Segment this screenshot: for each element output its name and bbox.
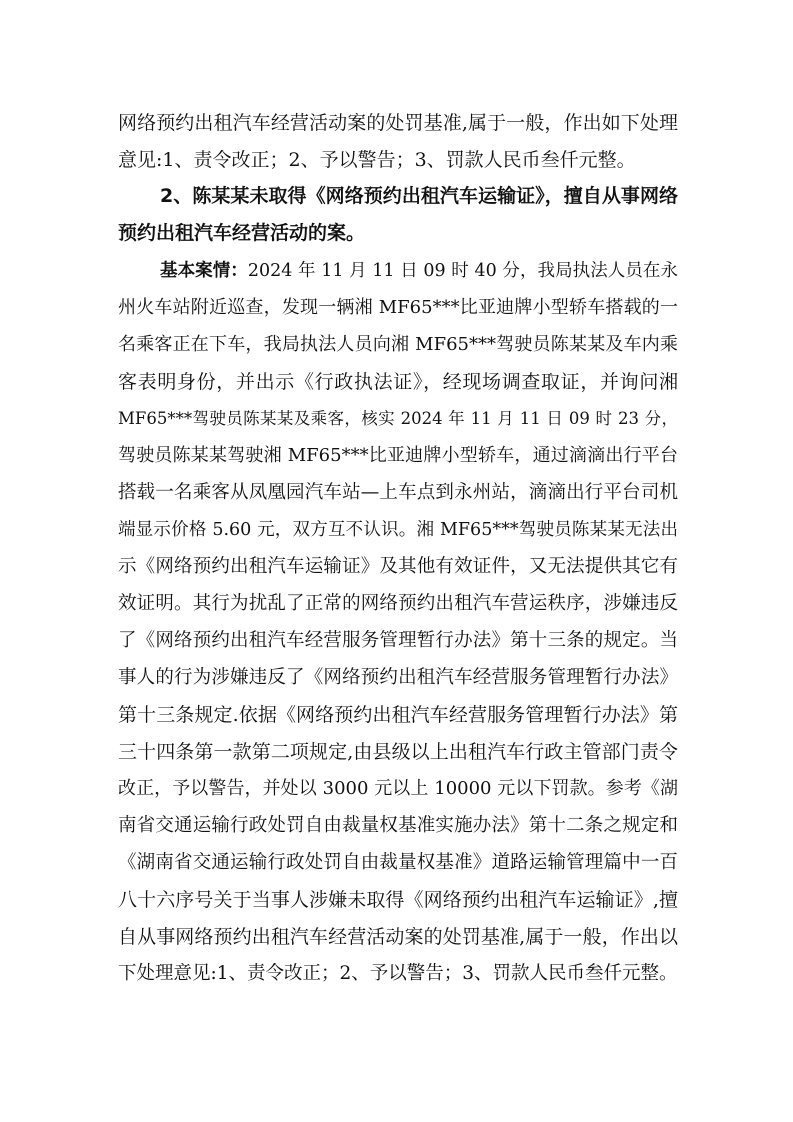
paragraph2-line: 端显示价格 5.60 元，双方互不认识。湘 MF65***驾驶员陈某某无法出 bbox=[118, 520, 678, 540]
paragraph2-line-1 bbox=[160, 256, 678, 286]
paragraph2-line-1-text: 2024 年 11 月 11 日 09 时 40 分，我局执法人员在永 bbox=[247, 261, 678, 281]
paragraph2-line: 八十六序号关于当事人涉嫌未取得《网络预约出租汽车运输证》,擅 bbox=[118, 889, 678, 911]
paragraph2-line: 搭载一名乘客从凤凰园汽车站—上车点到永州站，滴滴出行平台司机 bbox=[118, 482, 678, 503]
paragraph2-line: 自从事网络预约出租汽车经营活动案的处罚基准,属于一般，作出以 bbox=[118, 926, 678, 948]
basic-case-label: 基本案情： bbox=[160, 261, 248, 281]
paragraph2-line: 州火车站附近巡查，发现一辆湘 MF65***比亚迪牌小型轿车搭载的一 bbox=[118, 297, 678, 318]
case-heading-line-2: 预约出租汽车经营活动的案。 bbox=[118, 222, 366, 244]
paragraph2-line: 了《网络预约出租汽车经营服务管理暂行办法》第十三条的规定。当 bbox=[118, 630, 678, 651]
paragraph2-line: 南省交通运输行政处罚自由裁量权基准实施办法》第十二条之规定和 bbox=[118, 815, 678, 836]
case-heading-line-1: 2、陈某某未取得《网络预约出租汽车运输证》，擅自从事网络 bbox=[160, 185, 678, 207]
paragraph2-line-last: 下处理意见:1、责令改正；2、予以警告；3、罚款人民币叁仟元整。 bbox=[118, 963, 678, 984]
paragraph2-line: 事人的行为涉嫌违反了《网络预约出租汽车经营服务管理暂行办法》 bbox=[118, 667, 678, 688]
paragraph2-line: 名乘客正在下车，我局执法人员向湘 MF65***驾驶员陈某某及车内乘 bbox=[118, 334, 678, 355]
paragraph1-line-1: 网络预约出租汽车经营活动案的处罚基准,属于一般，作出如下处理 bbox=[118, 112, 678, 134]
paragraph2-line: 《湖南省交通运输行政处罚自由裁量权基准》道路运输管理篇中一百 bbox=[118, 852, 678, 873]
paragraph2-line: 效证明。其行为扰乱了正常的网络预约出租汽车营运秩序，涉嫌违反 bbox=[118, 593, 678, 614]
paragraph2-line: MF65***驾驶员陈某某及乘客，核实 2024 年 11 月 11 日 09 时 23 分， bbox=[118, 409, 678, 428]
paragraph2-line: 驾驶员陈某某驾驶湘 MF65***比亚迪牌小型轿车，通过滴滴出行平台 bbox=[118, 445, 678, 466]
paragraph2-line: 三十四条第一款第二项规定,由县级以上出租汽车行政主管部门责令 bbox=[118, 741, 678, 763]
paragraph1-line-2: 意见:1、责令改正；2、予以警告；3、罚款人民币叁仟元整。 bbox=[118, 149, 636, 171]
paragraph2-line: 示《网络预约出租汽车运输证》及其他有效证件，又无法提供其它有 bbox=[118, 556, 678, 577]
paragraph2-line: 客表明身份，并出示《行政执法证》，经现场调查取证，并询问湘 bbox=[118, 371, 678, 393]
paragraph2-line: 改正，予以警告，并处以 3000 元以上 10000 元以下罚款。参考《湖 bbox=[118, 778, 678, 799]
paragraph2-line: 第十三条规定.依据《网络预约出租汽车经营服务管理暂行办法》第 bbox=[118, 704, 678, 726]
